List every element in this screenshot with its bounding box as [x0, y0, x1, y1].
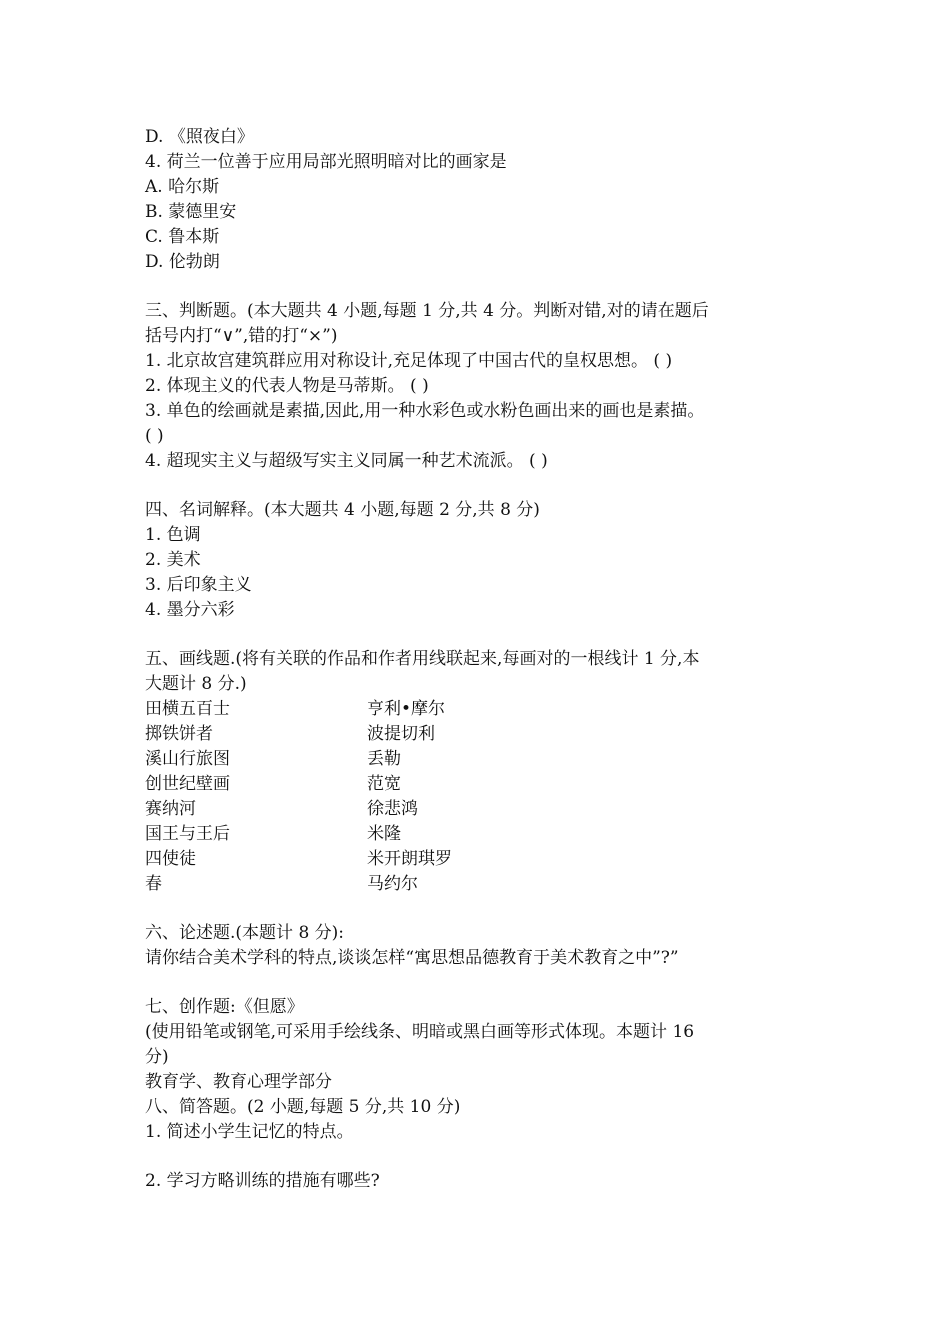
section3-item-4: 4. 超现实主义与超级写实主义同属一种艺术流派。 ( ) — [145, 451, 548, 471]
spacer — [145, 897, 815, 921]
q4-option-a: A. 哈尔斯 — [145, 177, 220, 197]
spacer — [145, 623, 815, 647]
match-row — [145, 747, 815, 772]
work-name: 赛纳河 — [145, 799, 196, 819]
work-name: 创世纪壁画 — [145, 774, 230, 794]
section4-item-2: 2. 美术 — [145, 550, 201, 570]
section3-title: 三、判断题。(本大题共 4 小题,每题 1 分,共 4 分。判断对错,对的请在题后 — [145, 301, 709, 321]
q4-option-d: D. 伦勃朗 — [145, 252, 220, 272]
q4-stem: 4. 荷兰一位善于应用局部光照明暗对比的画家是 — [145, 152, 507, 172]
work-name: 掷铁饼者 — [145, 724, 213, 744]
section8-title: 八、简答题。(2 小题,每题 5 分,共 10 分) — [145, 1097, 461, 1117]
section4-item-3: 3. 后印象主义 — [145, 575, 252, 595]
artist-name: 范宽 — [367, 774, 401, 794]
section3-item-3-bracket: ( ) — [145, 426, 164, 446]
spacer — [145, 971, 815, 995]
q4-option-c: C. 鲁本斯 — [145, 227, 220, 247]
section6-question: 请你结合美术学科的特点,谈谈怎样“寓思想品德教育于美术教育之中”?” — [145, 948, 679, 968]
section5-title-cont: 大题计 8 分.) — [145, 674, 247, 694]
artist-name: 米隆 — [367, 824, 401, 844]
spacer — [145, 474, 815, 498]
section3-item-3: 3. 单色的绘画就是素描,因此,用一种水彩色或水粉色画出来的画也是素描。 — [145, 401, 705, 421]
artist-name: 马约尔 — [367, 874, 418, 894]
section4-title: 四、名词解释。(本大题共 4 小题,每题 2 分,共 8 分) — [145, 500, 540, 520]
match-row — [145, 697, 815, 722]
spacer — [145, 275, 815, 299]
section3-item-2: 2. 体现主义的代表人物是马蒂斯。 ( ) — [145, 376, 429, 396]
match-row — [145, 847, 815, 872]
section4-item-4: 4. 墨分六彩 — [145, 600, 235, 620]
match-row — [145, 822, 815, 847]
section7-note-cont: 分) — [145, 1047, 169, 1067]
artist-name: 丢勒 — [367, 749, 401, 769]
match-row — [145, 772, 815, 797]
q4-option-b: B. 蒙德里安 — [145, 202, 237, 222]
artist-name: 徐悲鸿 — [367, 799, 418, 819]
spacer — [145, 1145, 815, 1169]
exam-page — [145, 125, 815, 1194]
artist-name: 亨利•摩尔 — [367, 699, 446, 719]
artist-name: 米开朗琪罗 — [367, 849, 452, 869]
section8-question-2: 2. 学习方略训练的措施有哪些? — [145, 1171, 380, 1191]
work-name: 四使徒 — [145, 849, 196, 869]
section7-title: 七、创作题:《但愿》 — [145, 997, 304, 1017]
section7-note: (使用铅笔或钢笔,可采用手绘线条、明暗或黑白画等形式体现。本题计 16 — [145, 1022, 695, 1042]
work-name: 田横五百士 — [145, 699, 230, 719]
match-row — [145, 722, 815, 747]
work-name: 溪山行旅图 — [145, 749, 230, 769]
artist-name: 波提切利 — [367, 724, 435, 744]
match-row — [145, 797, 815, 822]
work-name: 国王与王后 — [145, 824, 230, 844]
q3-option-d: D. 《照夜白》 — [145, 127, 254, 147]
section4-item-1: 1. 色调 — [145, 525, 201, 545]
section8-question-1: 1. 简述小学生记忆的特点。 — [145, 1122, 354, 1142]
match-row — [145, 872, 815, 897]
work-name: 春 — [145, 874, 162, 894]
section3-title-cont: 括号内打“∨”,错的打“×”) — [145, 326, 338, 346]
part-heading: 教育学、教育心理学部分 — [145, 1072, 332, 1092]
section5-title: 五、画线题.(将有关联的作品和作者用线联起来,每画对的一根线计 1 分,本 — [145, 649, 700, 669]
section3-item-1: 1. 北京故宫建筑群应用对称设计,充足体现了中国古代的皇权思想。 ( ) — [145, 351, 673, 371]
section6-title: 六、论述题.(本题计 8 分): — [145, 923, 345, 943]
